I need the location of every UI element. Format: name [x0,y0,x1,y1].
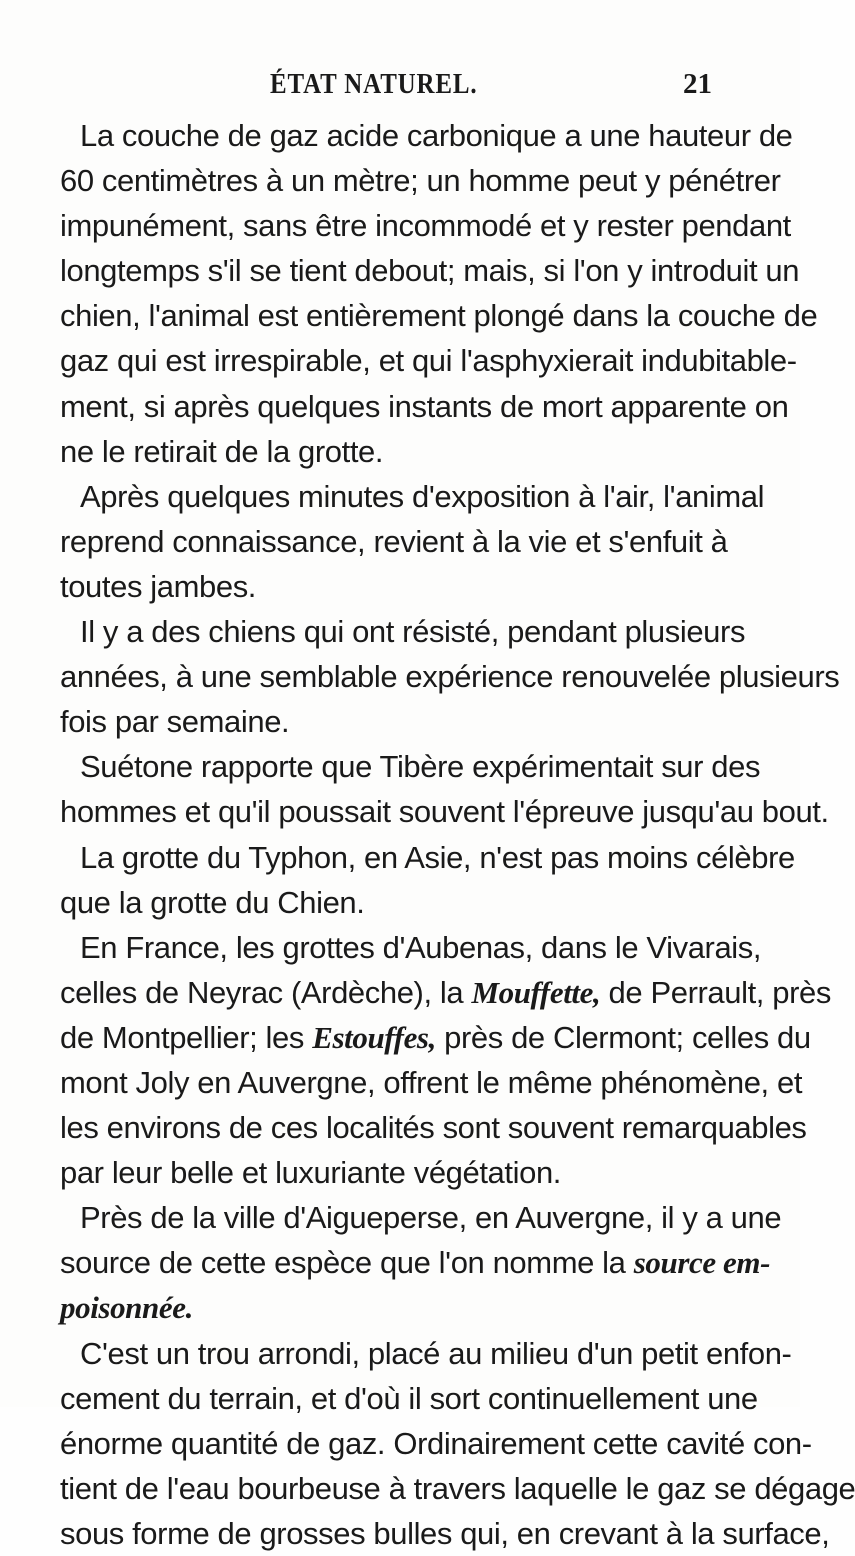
text-line: chien, l'animal est entièrement plongé dans la couche de [60,298,818,334]
text-line: Après quelques minutes d'exposition à l'air, l'animal [80,478,765,514]
text-line: La grotte du Typhon, en Asie, n'est pas moins célèbre [80,839,795,875]
italic-term: Mouffette, [471,974,601,1010]
text-line: que la grotte du Chien. [60,884,365,920]
text-line: fois par semaine. [60,704,290,740]
text-line: Suétone rapporte que Tibère expérimentait sur des [80,749,761,785]
text-line: par leur belle et luxuriante végétation. [60,1155,561,1191]
text-line: Près de la ville d'Aigueperse, en Auvergne, il y a une [80,1200,782,1236]
running-head: ÉTAT NATUREL. [270,68,478,100]
text-line: toutes jambes. [60,568,257,604]
text-line: années, à une semblable expérience renouvelée plusieurs [60,659,840,695]
page-number: 21 [683,68,712,100]
body-text [60,113,855,1556]
text-line: énorme quantité de gaz. Ordinairement cette cavité con- [60,1425,812,1461]
page-header [0,68,800,108]
text-line [60,970,831,1015]
text-line: ne le retirait de la grotte. [60,433,384,469]
text-line: reprend connaissance, revient à la vie et s'enfuit à [60,523,728,559]
text-line [60,1285,712,1330]
text-segment: de Montpellier; les [60,1019,313,1055]
text-line: 60 centimètres à un mètre; un homme peut y pénétrer [60,163,781,199]
text-segment: celles de Neyrac (Ardèche), la [60,974,472,1010]
text-line: impunément, sans être incommodé et y rester pendant [60,208,791,244]
text-line: mont Joly en Auvergne, offrent le même phénomène, et [60,1064,803,1100]
text-line: Il y a des chiens qui ont résisté, pendant plusieurs [80,614,746,650]
text-line: cement du terrain, et d'où il sort continuellement une [60,1380,758,1416]
text-line: La couche de gaz acide carbonique a une hauteur de [80,118,793,153]
text-line [60,1015,811,1060]
text-line: C'est un trou arrondi, placé au milieu d'un petit enfon- [80,1335,792,1371]
text-segment: de Perrault, près [600,974,831,1010]
text-line: hommes et qu'il poussait souvent l'épreuve jusqu'au bout. [60,794,829,830]
text-line: longtemps s'il se tient debout; mais, si l'on y introduit un [60,253,800,289]
italic-term: Estouffes, [312,1019,436,1055]
text-line: gaz qui est irrespirable, et qui l'asphyxierait indubitable- [60,343,797,379]
text-line [60,1240,771,1285]
text-line: les environs de ces localités sont souvent remarquables [60,1110,807,1146]
text-line: ment, si après quelques instants de mort apparente on [60,388,789,424]
text-segment: près de Clermont; celles du [435,1019,811,1055]
text-segment: source de cette espèce que l'on nomme la [60,1245,634,1281]
italic-term: source em- [633,1245,771,1281]
text-line: sous forme de grosses bulles qui, en crevant à la surface, [60,1515,830,1551]
text-line: En France, les grottes d'Aubenas, dans le Vivarais, [80,929,762,965]
italic-term: poisonnée. [60,1290,193,1326]
text-line: tient de l'eau bourbeuse à travers laquelle le gaz se dégage [60,1470,855,1506]
